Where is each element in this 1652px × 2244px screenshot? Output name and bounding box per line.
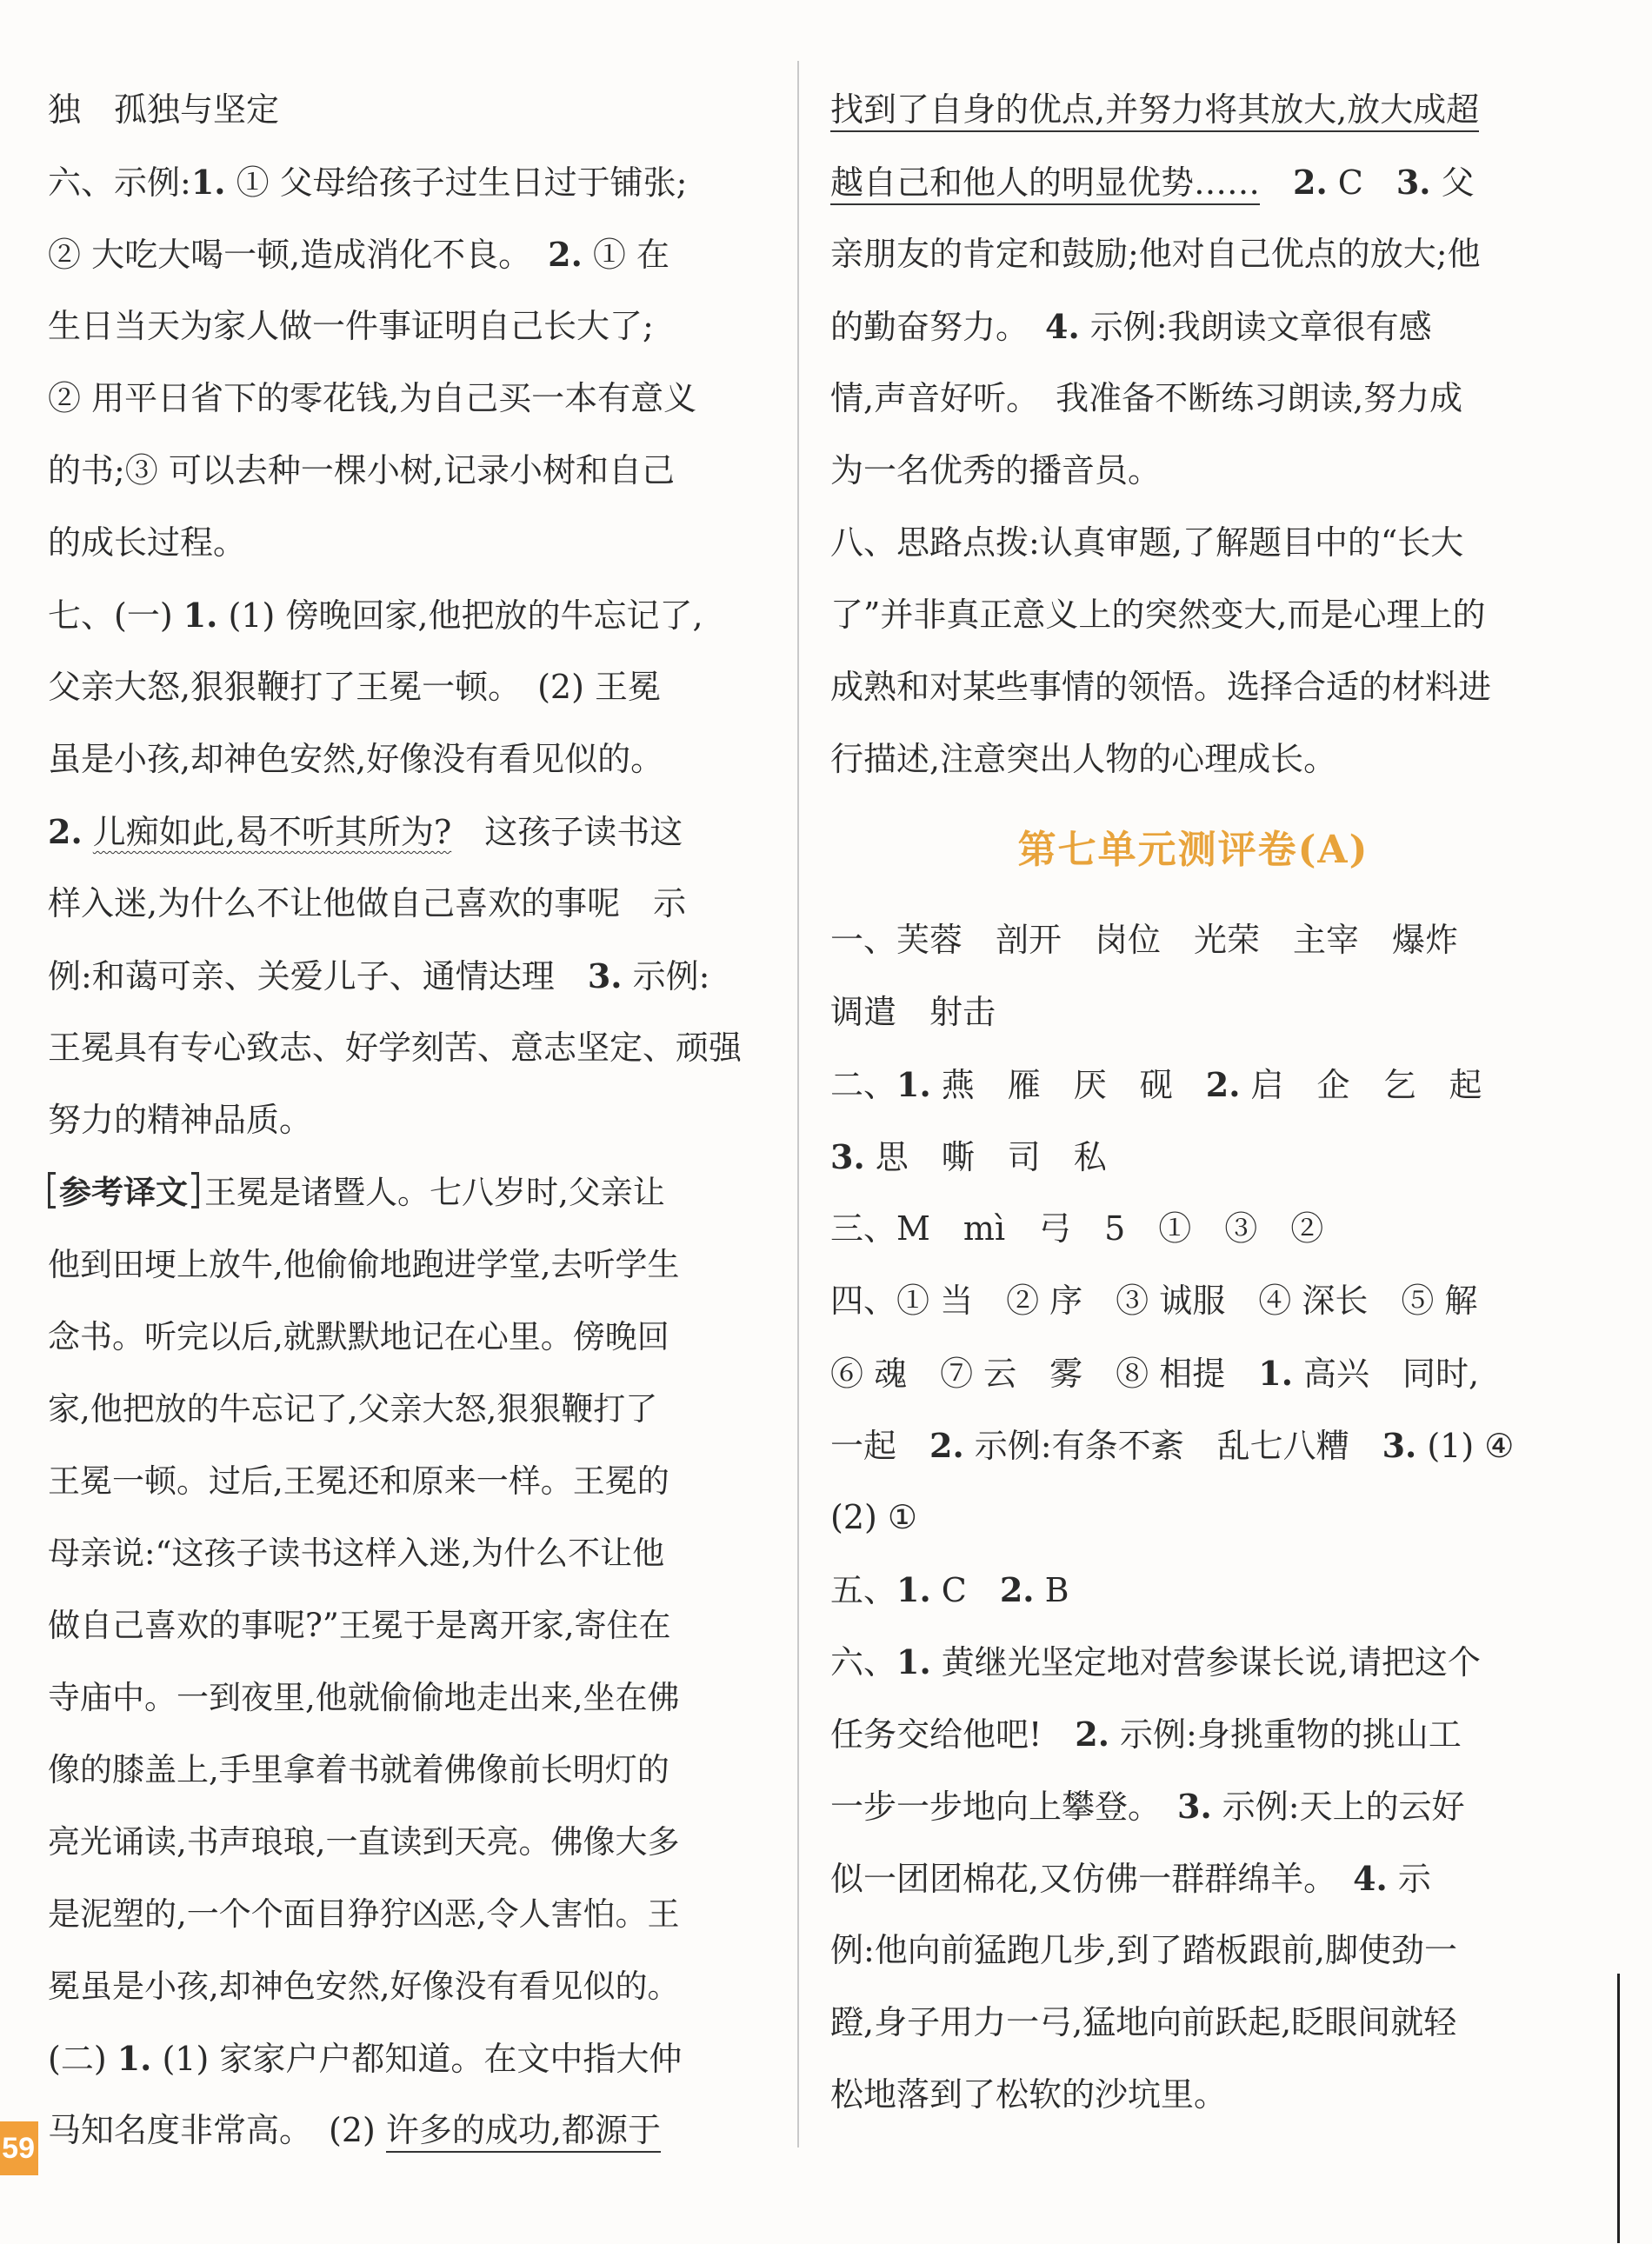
text-line: [830, 976, 1556, 1049]
text-line: [48, 290, 769, 363]
text-line: [48, 1661, 769, 1734]
page-edge-line: [1617, 1974, 1620, 2243]
text-line: [48, 507, 769, 579]
text-span: 黄继光坚定地对营参谋长说,请把这个: [930, 1643, 1481, 1681]
text-span: 示例:身挑重物的挑山工: [1109, 1715, 1462, 1754]
text-line: [830, 363, 1556, 435]
text-line: [830, 1337, 1556, 1409]
text-line: [48, 940, 769, 1012]
text-line: [48, 1445, 769, 1517]
text-line: [48, 2022, 769, 2094]
underlined-text: 找到了自身的优点,并努力将其放大,放大成超: [830, 90, 1479, 132]
text-span: 是泥塑的,一个个面目狰狞凶恶,令人害怕。王: [48, 1895, 680, 1933]
text-line: [830, 723, 1556, 796]
text-span: C: [930, 1571, 1000, 1609]
text-line: [48, 146, 769, 218]
text-line: [48, 1156, 769, 1229]
text-span: 父: [1430, 163, 1475, 202]
question-number: 3.: [1396, 163, 1431, 202]
text-line: [830, 904, 1556, 976]
question-number: 4.: [1353, 1859, 1388, 1898]
text-span: 母亲说:“这孩子读书这样入迷,为什么不让他: [48, 1535, 665, 1572]
text-span: 王冕一顿。过后,王冕还和原来一样。王冕的: [48, 1462, 669, 1500]
text-span: (二): [48, 2040, 117, 2078]
text-span: 做自己喜欢的事呢?”王冕于是离开家,寄住在: [48, 1607, 671, 1644]
question-number: 4.: [1045, 307, 1080, 346]
text-span: 样入迷,为什么不让他做自己喜欢的事呢 示: [48, 884, 687, 922]
text-line: [830, 1482, 1556, 1554]
text-span: 四、① 当 ② 序 ③ 诚服 ④ 深长 ⑤ 解: [830, 1282, 1478, 1320]
text-span: 似一团团棉花,又仿佛一群群绵羊。: [830, 1860, 1354, 1898]
text-span: (1) 傍晚回家,他把放的牛忘记了,: [217, 596, 703, 635]
right-column: [830, 74, 1556, 2131]
question-number: 2.: [999, 1570, 1035, 1609]
text-span: ⑥ 魂 ⑦ 云 雾 ⑧ 相提: [830, 1355, 1259, 1393]
text-line: [830, 218, 1556, 290]
question-number: 1.: [896, 1065, 931, 1104]
text-line: [830, 1121, 1556, 1193]
text-span: 他到田埂上放牛,他偷偷地跑进学堂,去听学生: [48, 1246, 680, 1283]
text-line: [830, 290, 1556, 363]
text-span: 示例:: [622, 957, 710, 995]
underlined-text: 许多的成功,都源于: [386, 2111, 661, 2153]
text-span: (1) 家家户户都知道。在文中指大仲: [151, 2040, 683, 2078]
text-span: 亲朋友的肯定和鼓励;他对自己优点的放大;他: [830, 235, 1481, 273]
text-span: 任务交给他吧!: [830, 1715, 1076, 1754]
text-line: [830, 1193, 1556, 1265]
question-number: 3.: [1382, 1426, 1417, 1465]
text-line: [48, 1806, 769, 1878]
text-span: [1260, 163, 1293, 202]
text-line: [48, 1084, 769, 1156]
text-span: 松地落到了松软的沙坑里。: [830, 2075, 1228, 2114]
text-line: [830, 1842, 1556, 1914]
text-line: [830, 1914, 1556, 1987]
question-number: 1.: [896, 1570, 931, 1609]
bracket-left: [48, 1172, 56, 1209]
text-line: [48, 1517, 769, 1589]
text-line: [830, 435, 1556, 507]
text-span: 念书。听完以后,就默默地记在心里。傍晚回: [48, 1318, 669, 1355]
text-span: 独 孤独与坚定: [48, 90, 280, 129]
text-span: 示例:我朗读文章很有感: [1079, 308, 1432, 346]
text-span: 成熟和对某些事情的领悟。选择合适的材料进: [830, 668, 1492, 706]
text-span: 调遣 射击: [830, 993, 996, 1031]
text-span: ② 用平日省下的零花钱,为自己买一本有意义: [48, 379, 697, 417]
text-span: 生日当天为家人做一件事证明自己长大了;: [48, 307, 654, 345]
text-span: 的勤奋努力。: [830, 308, 1046, 346]
text-line: [48, 218, 769, 290]
text-line: [830, 2059, 1556, 2131]
question-number: 2.: [929, 1426, 964, 1465]
text-span: 家,他把放的牛忘记了,父亲大怒,狠狠鞭打了: [48, 1390, 658, 1428]
text-span: 六、示例:: [48, 163, 191, 202]
text-line: [48, 74, 769, 146]
text-line: [48, 1734, 769, 1806]
text-line: [830, 146, 1556, 218]
text-span: 五、: [830, 1571, 897, 1609]
text-span: 努力的精神品质。: [48, 1101, 313, 1139]
text-span: 亮光诵读,书声琅琅,一直读到天亮。佛像大多: [48, 1823, 680, 1861]
text-line: [48, 1373, 769, 1445]
text-line: [48, 723, 769, 796]
text-line: [830, 1987, 1556, 2059]
text-span: 父亲大怒,狠狠鞭打了王冕一顿。 (2) 王冕: [48, 668, 661, 706]
text-line: [830, 1626, 1556, 1698]
text-line: [48, 579, 769, 651]
question-number: 2.: [48, 812, 83, 851]
text-line: [48, 1301, 769, 1373]
text-span: 思 嘶 司 私: [864, 1138, 1107, 1176]
bracket-right: [191, 1172, 199, 1209]
text-line: [48, 796, 769, 868]
text-span: B: [1034, 1571, 1069, 1609]
text-span: 冕虽是小孩,却神色安然,好像没有看见似的。: [48, 1968, 680, 2005]
text-line: [48, 435, 769, 507]
text-span: 例:和蔼可亲、关爱儿子、通情达理: [48, 957, 588, 995]
text-span: ① 父母给孩子过生日过于铺张;: [225, 163, 688, 202]
text-span: 一起: [830, 1427, 930, 1465]
text-span: 三、M mì 弓 5 ① ③ ②: [830, 1209, 1324, 1248]
question-number: 1.: [896, 1642, 931, 1681]
question-number: 1.: [183, 596, 218, 635]
text-span: 像的膝盖上,手里拿着书就着佛像前长明灯的: [48, 1751, 669, 1788]
text-line: [48, 2094, 769, 2167]
question-number: 2.: [1293, 163, 1328, 202]
text-span: (1) ④: [1416, 1427, 1515, 1465]
text-span: 蹬,身子用力一弓,猛地向前跃起,眨眼间就轻: [830, 2003, 1457, 2041]
text-line: [830, 651, 1556, 723]
text-span: 六、: [830, 1643, 897, 1681]
text-line: [48, 868, 769, 940]
question-number: 3.: [587, 956, 623, 995]
text-span: ① 在: [582, 236, 670, 274]
question-number: 参考译文: [59, 1173, 188, 1211]
text-line: [830, 1698, 1556, 1770]
text-span: 为一名优秀的播音员。: [830, 451, 1162, 489]
text-line: [830, 1265, 1556, 1337]
text-span: 王冕具有专心致志、好学刻苦、意志坚定、顽强: [48, 1029, 743, 1067]
text-line: [48, 363, 769, 435]
text-line: [830, 74, 1556, 146]
text-span: 马知名度非常高。 (2): [48, 2111, 386, 2149]
text-span: 这孩子读书这: [451, 813, 683, 851]
text-span: 例:他向前猛跑几步,到了踏板跟前,脚使劲一: [830, 1931, 1457, 1969]
text-span: 的书;③ 可以去种一棵小树,记录小树和自己: [48, 451, 675, 489]
question-number: 1.: [190, 163, 226, 202]
question-number: 2.: [1205, 1065, 1241, 1104]
text-line: [830, 1049, 1556, 1121]
text-span: 情,声音好听。 我准备不断练习朗读,努力成: [830, 379, 1463, 417]
question-number: 2.: [548, 235, 583, 274]
text-span: 行描述,注意突出人物的心理成长。: [830, 740, 1337, 778]
text-span: (2) ①: [830, 1498, 917, 1536]
text-span: ② 大吃大喝一顿,造成消化不良。: [48, 236, 549, 274]
underlined-text: 越自己和他人的明显优势……: [830, 163, 1260, 205]
column-divider: [797, 61, 799, 2147]
text-line: [48, 1950, 769, 2022]
text-span: 七、(一): [48, 596, 183, 635]
text-line: [830, 1409, 1556, 1482]
page-number: 59: [0, 2121, 38, 2175]
text-line: [48, 1229, 769, 1301]
text-span: 王冕是诸暨人。七八岁时,父亲让: [204, 1174, 665, 1211]
text-span: [83, 813, 93, 851]
question-number: 1.: [1258, 1354, 1293, 1393]
text-span: C: [1327, 163, 1396, 202]
text-span: 一步一步地向上攀登。: [830, 1788, 1178, 1826]
text-line: [830, 507, 1556, 579]
text-span: 示: [1387, 1860, 1431, 1898]
text-span: 燕 雁 厌 砚: [930, 1066, 1206, 1104]
text-span: 一、芙蓉 剖开 岗位 光荣 主宰 爆炸: [830, 921, 1459, 959]
text-span: 虽是小孩,却神色安然,好像没有看见似的。: [48, 740, 664, 778]
text-span: 高兴 同时,: [1292, 1355, 1480, 1393]
text-line: [830, 579, 1556, 651]
right-column-bottom-answers: [830, 904, 1556, 2131]
text-line: [48, 1012, 769, 1084]
section-title: 第七单元测评卷(A): [1017, 828, 1369, 872]
text-line: [830, 1770, 1556, 1842]
text-span: 八、思路点拨:认真审题,了解题目中的“长大: [830, 523, 1464, 562]
text-span: 启 企 乞 起: [1240, 1066, 1482, 1104]
wavy-underlined-text: 儿痴如此,曷不听其所为?: [92, 813, 452, 851]
left-column: [48, 74, 769, 2167]
text-line: [48, 1878, 769, 1950]
question-number: 3.: [1177, 1787, 1212, 1826]
text-span: 二、: [830, 1066, 897, 1104]
question-number: 2.: [1075, 1715, 1109, 1754]
text-span: 寺庙中。一到夜里,他就偷偷地走出来,坐在佛: [48, 1679, 680, 1716]
text-span: 了”并非真正意义上的突然变大,而是心理上的: [830, 596, 1486, 634]
text-line: [48, 651, 769, 723]
text-span: 示例:有条不紊 乱七八糟: [963, 1427, 1382, 1465]
text-span: 示例:天上的云好: [1211, 1788, 1465, 1826]
text-line: [830, 1554, 1556, 1626]
question-number: 1.: [117, 2039, 152, 2078]
text-span: 的成长过程。: [48, 523, 247, 562]
text-line: [48, 1589, 769, 1661]
question-number: 3.: [830, 1137, 865, 1176]
right-column-top-answers: [830, 74, 1556, 796]
